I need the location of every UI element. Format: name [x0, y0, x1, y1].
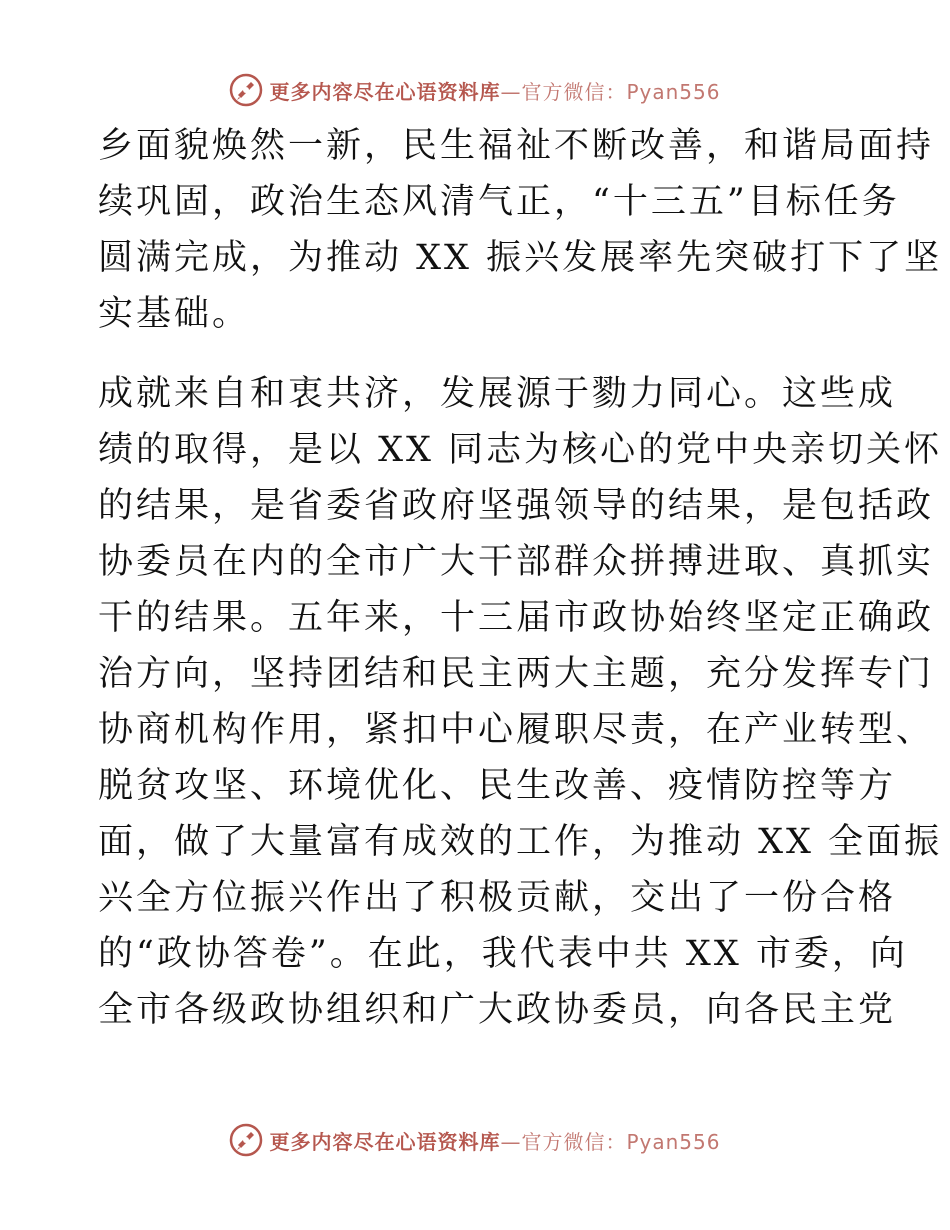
footer-banner-main: 更多内容尽在心语资料库: [269, 1129, 501, 1154]
text-line: 全市各级政协组织和广大政协委员，向各民主党: [98, 990, 897, 1030]
header-banner-wechat: 官方微信：Pyan556: [521, 79, 721, 104]
brand-logo-icon: [229, 73, 263, 107]
brand-logo-icon: [229, 1123, 263, 1157]
text-line: 治方向，坚持团结和民主两大主题，充分发挥专门: [98, 654, 935, 694]
header-banner-text: [269, 76, 720, 105]
footer-banner: [0, 1120, 950, 1160]
text-line: 成就来自和衷共济，发展源于勠力同心。这些成: [98, 374, 897, 414]
header-banner: [0, 70, 950, 110]
text-line: 面，做了大量富有成效的工作，为推动 XX 全面振: [98, 822, 943, 862]
header-banner-dash: —: [500, 79, 522, 104]
text-line: 干的结果。五年来，十三届市政协始终坚定正确政: [98, 598, 935, 638]
text-line: 兴全方位振兴作出了积极贡献，交出了一份合格: [98, 878, 897, 918]
paragraph-1: [98, 118, 943, 342]
paragraph-spacer: [98, 342, 858, 366]
document-body: [98, 118, 943, 1038]
header-banner-main: 更多内容尽在心语资料库: [269, 79, 501, 104]
text-line: 的“政协答卷”。在此，我代表中共 XX 市委，向: [98, 934, 908, 974]
text-line: 实基础。: [98, 294, 251, 334]
text-line: 乡面貌焕然一新，民生福祉不断改善，和谐局面持: [98, 126, 935, 166]
footer-banner-dash: —: [500, 1129, 522, 1154]
text-line: 绩的取得，是以 XX 同志为核心的党中央亲切关怀: [98, 430, 943, 470]
text-line: 续巩固，政治生态风清气正，“十三五”目标任务: [98, 182, 900, 222]
text-line: 圆满完成，为推动 XX 振兴发展率先突破打下了坚: [98, 238, 943, 278]
footer-banner-text: [269, 1126, 720, 1155]
paragraph-2: [98, 366, 943, 1038]
footer-banner-wechat: 官方微信：Pyan556: [521, 1129, 721, 1154]
text-line: 脱贫攻坚、环境优化、民生改善、疫情防控等方: [98, 766, 897, 806]
text-line: 协委员在内的全市广大干部群众拼搏进取、真抓实: [98, 542, 935, 582]
text-line: 协商机构作用，紧扣中心履职尽责，在产业转型、: [98, 710, 935, 750]
text-line: 的结果，是省委省政府坚强领导的结果，是包括政: [98, 486, 935, 526]
